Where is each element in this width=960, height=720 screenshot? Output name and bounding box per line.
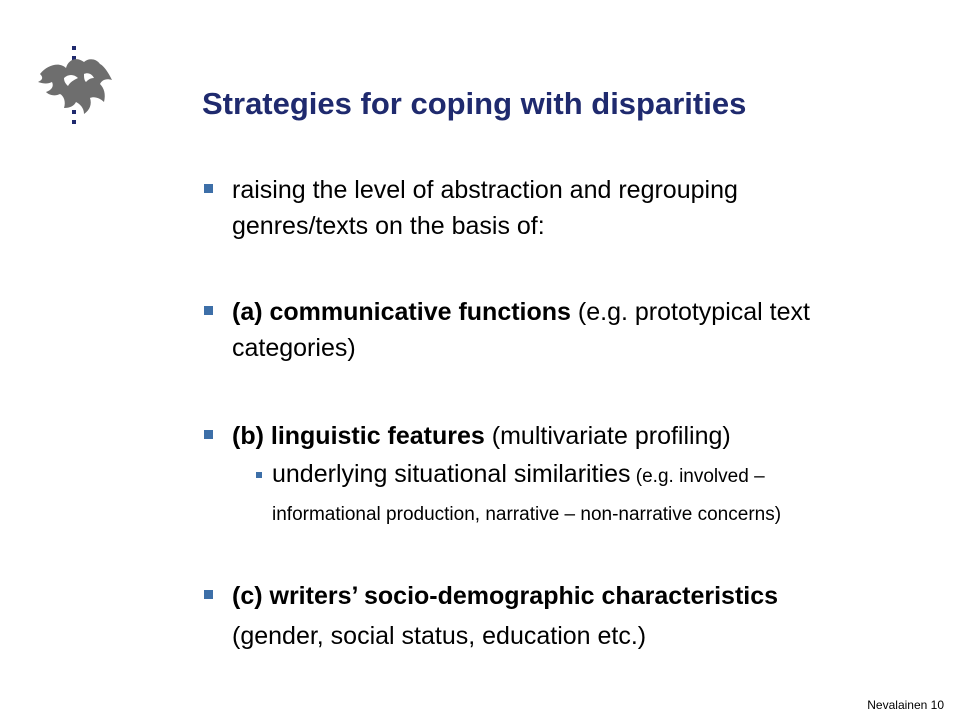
sub-bullet-square-icon	[256, 472, 262, 478]
logo-dot	[72, 120, 76, 124]
bullet-square-icon	[204, 590, 213, 599]
sub-bullet-text-line: informational production, narrative – non-narrative concerns)	[272, 504, 782, 525]
bullet-text-line: raising the level of abstraction and regrouping	[232, 176, 738, 204]
bullet-text-line: (gender, social status, education etc.)	[232, 622, 647, 650]
flame-logo-icon	[34, 44, 118, 128]
bullet-text-line: categories)	[232, 334, 356, 362]
logo-dot	[72, 46, 76, 50]
sub-bullet-small-text: (e.g. involved –	[630, 466, 765, 487]
bullet-regular-text: (e.g. prototypical text	[570, 298, 810, 326]
bullet-square-icon	[204, 430, 213, 439]
logo-dot	[72, 110, 76, 114]
slide-title: Strategies for coping with disparities	[202, 86, 747, 121]
bullet-text-line: genres/texts on the basis of:	[232, 212, 545, 240]
sub-bullet-text-line	[272, 454, 765, 497]
slide-footer: Nevalainen 10	[867, 698, 944, 712]
logo-flame	[38, 59, 112, 114]
bullet-square-icon	[204, 306, 213, 315]
sub-bullet-main-text: underlying situational similarities	[272, 460, 631, 488]
bullet-text-line	[232, 292, 810, 333]
bullet-text-line	[232, 576, 778, 617]
bullet-bold-text: (a) communicative functions	[232, 298, 571, 326]
bullet-regular-text: (multivariate profiling)	[484, 422, 731, 450]
bullet-bold-text: (b) linguistic features	[232, 422, 485, 450]
bullet-text-line	[232, 416, 731, 457]
bullet-square-icon	[204, 184, 213, 193]
bullet-bold-text: (c) writers’ socio-demographic characteristics	[232, 582, 779, 610]
